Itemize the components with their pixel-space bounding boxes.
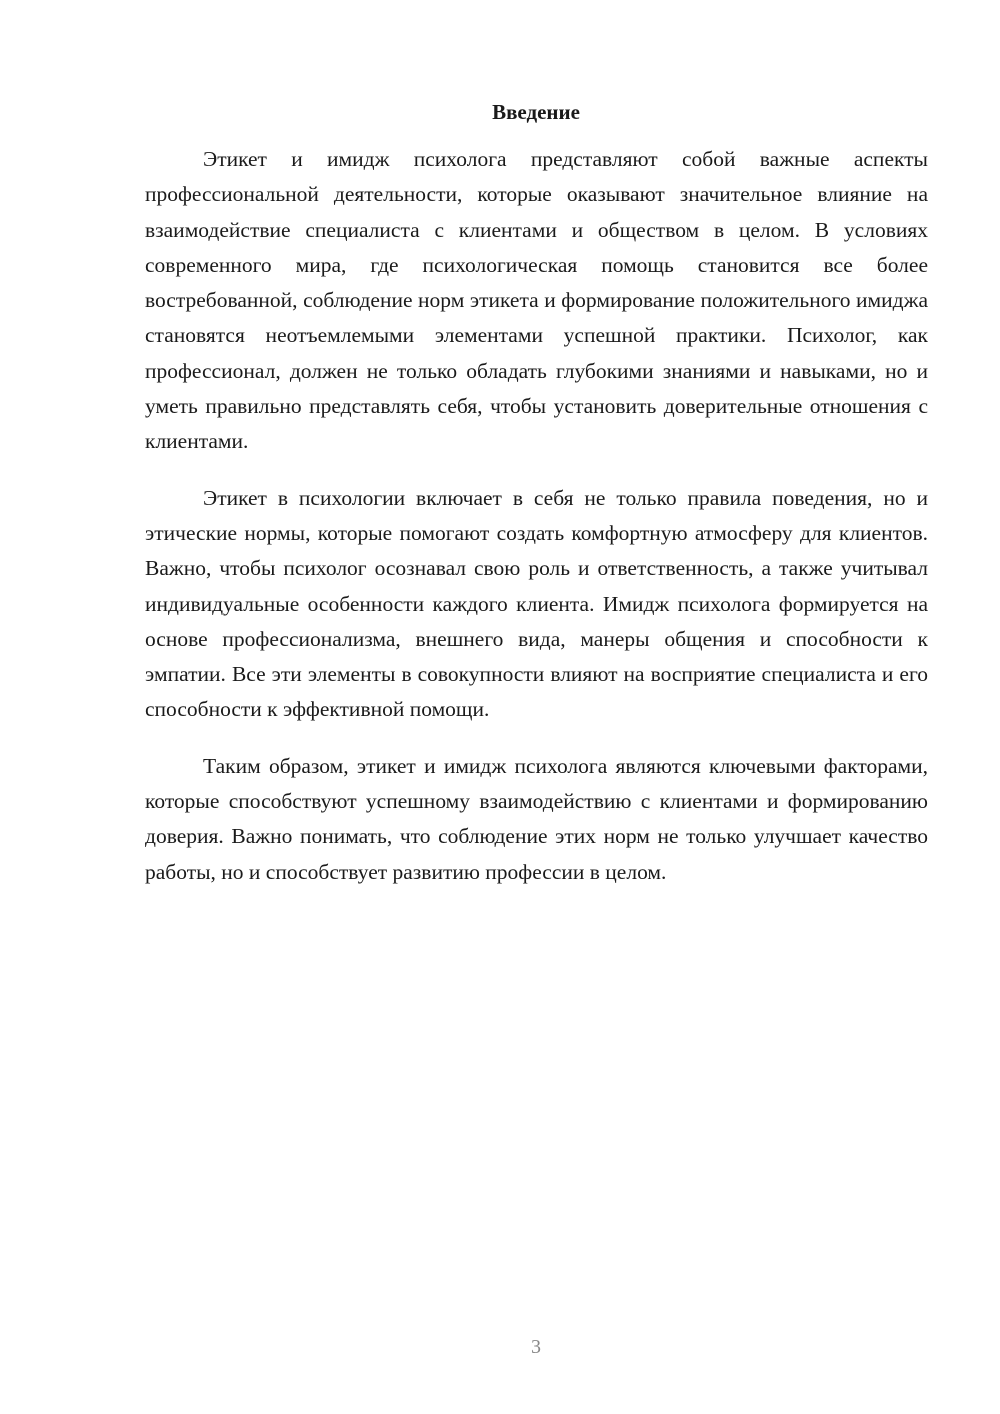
paragraph-2: Этикет в психологии включает в себя не только правила поведения, но и этические нормы, которые помогают создать комфортную атмосферу для клиентов. Важно, чтобы психолог осознавал свою роль и ответственность, а также учитывал индивидуальные особенности каждого клиента. Имидж психолога формируется на основе профессионализма, внешнего вида, манеры общения и способности к эмпатии. Все эти элементы в совокупности влияют на восприятие специалиста и его способности к эффективной помощи.	[145, 485, 928, 722]
paragraph-1: Этикет и имидж психолога представляют собой важные аспекты профессиональной деятельности, которые оказывают значительное влияние на взаимодействие специалиста с клиентами и обществом в целом. В условиях современного мира, где психологическая помощь становится все более востребованной, соблюдение норм этикета и формирование положительного имиджа становятся неотъемлемыми элементами успешной практики. Психолог, как профессионал, должен не только обладать глубокими знаниями и навыками, но и уметь правильно представлять себя, чтобы установить доверительные отношения с клиентами.	[145, 147, 928, 454]
page-number: 3	[531, 1336, 541, 1358]
section-title: Введение	[492, 100, 580, 124]
body-text	[145, 142, 928, 890]
paragraph-3: Таким образом, этикет и имидж психолога являются ключевыми факторами, которые способствуют успешному взаимодействию с клиентами и формированию доверия. Важно понимать, что соблюдение этих норм не только улучшает качество работы, но и способствует развитию профессии в целом.	[145, 753, 928, 884]
